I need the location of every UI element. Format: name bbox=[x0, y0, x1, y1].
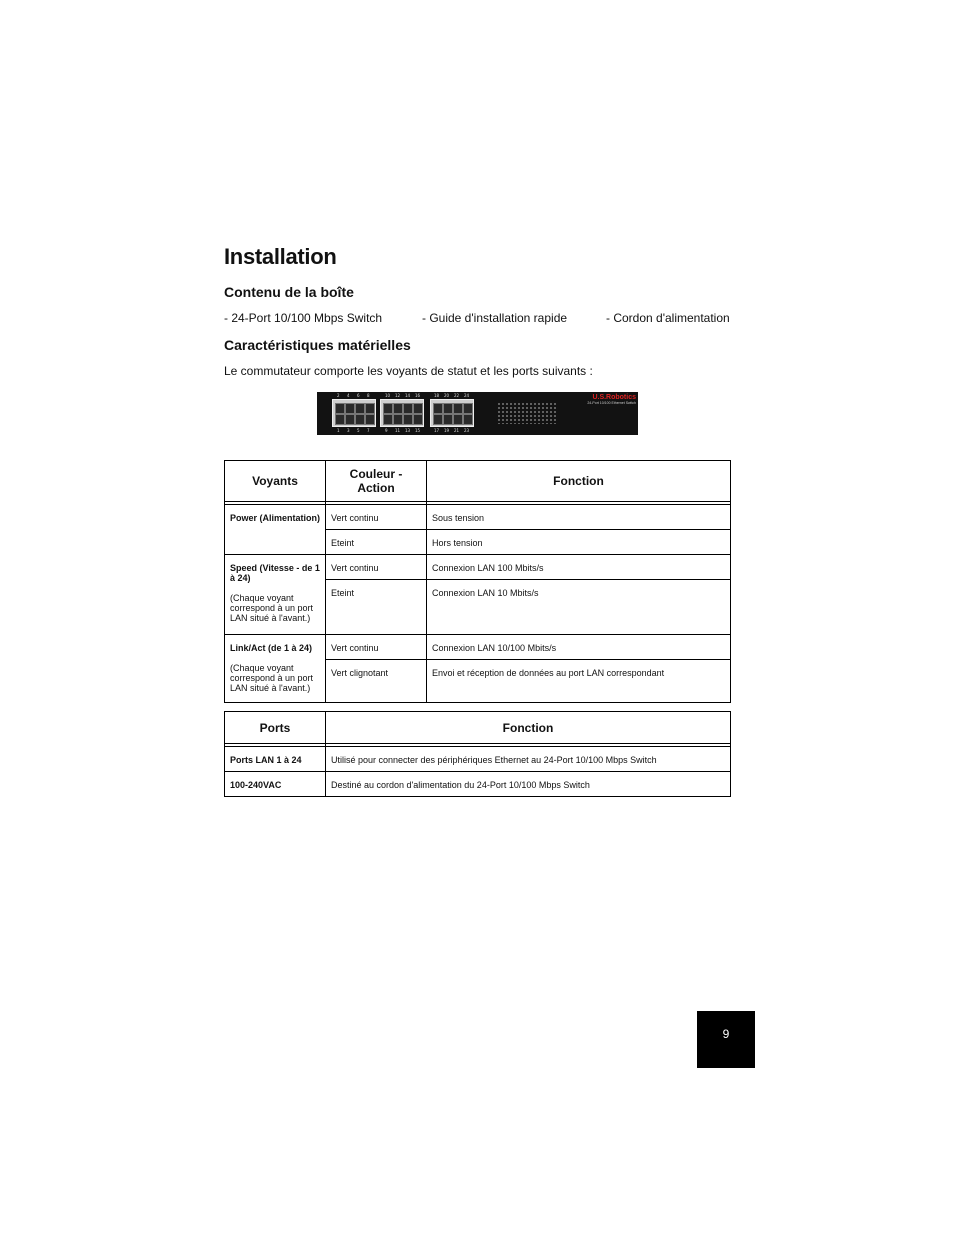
port-number: 2 bbox=[337, 393, 340, 398]
port-number: 11 bbox=[395, 428, 401, 433]
led-note: (Chaque voyant correspond à un port LAN situé à l'avant.) bbox=[230, 663, 314, 693]
column-header: Voyants bbox=[225, 461, 326, 502]
led-function: Envoi et réception de données au port LAN correspondant bbox=[427, 660, 731, 703]
led-function: Hors tension bbox=[427, 530, 731, 555]
port-number: 1 bbox=[337, 428, 340, 433]
port-number: 7 bbox=[367, 428, 370, 433]
led-color-action: Vert clignotant bbox=[326, 660, 427, 703]
port-group-1 bbox=[332, 399, 376, 427]
table-header-row bbox=[225, 461, 731, 502]
ports-table bbox=[224, 711, 731, 797]
led-name: Speed (Vitesse - de 1 à 24) (Chaque voyant correspond à un port LAN situé à l'avant.) bbox=[225, 555, 326, 635]
column-header: Fonction bbox=[326, 712, 731, 744]
port-group-3 bbox=[430, 399, 474, 427]
led-color-action: Eteint bbox=[326, 530, 427, 555]
box-item-power-cord: - Cordon d'alimentation bbox=[606, 311, 730, 325]
port-number: 3 bbox=[347, 428, 350, 433]
brand-logo: U.S.Robotics bbox=[592, 394, 636, 401]
box-item-switch: - 24-Port 10/100 Mbps Switch bbox=[224, 311, 383, 325]
led-color-action: Vert continu bbox=[326, 505, 427, 530]
port-number: 20 bbox=[444, 393, 450, 398]
port-number: 8 bbox=[367, 393, 370, 398]
port-function: Utilisé pour connecter des périphériques Ethernet au 24-Port 10/100 Mbps Switch bbox=[326, 747, 731, 772]
led-function: Sous tension bbox=[427, 505, 731, 530]
device-model-label: 24-Port 10/100 Ethernet Switch bbox=[587, 401, 636, 405]
features-heading: Caractéristiques matérielles bbox=[224, 337, 411, 353]
port-number: 19 bbox=[444, 428, 450, 433]
port-number: 9 bbox=[385, 428, 388, 433]
column-header: Ports bbox=[225, 712, 326, 744]
column-header: Fonction bbox=[427, 461, 731, 502]
switch-front-panel-image bbox=[317, 392, 638, 435]
port-number: 5 bbox=[357, 428, 360, 433]
led-function: Connexion LAN 100 Mbits/s bbox=[427, 555, 731, 580]
port-number: 22 bbox=[454, 393, 460, 398]
port-number: 13 bbox=[405, 428, 411, 433]
port-number: 18 bbox=[434, 393, 440, 398]
box-item-guide: - Guide d'installation rapide bbox=[422, 311, 568, 325]
table-header-row bbox=[225, 712, 731, 744]
table-row bbox=[225, 555, 731, 580]
table-row bbox=[225, 635, 731, 660]
port-number: 21 bbox=[454, 428, 460, 433]
port-group-2 bbox=[380, 399, 424, 427]
box-contents-list bbox=[224, 311, 730, 329]
features-intro: Le commutateur comporte les voyants de statut et les ports suivants : bbox=[224, 364, 593, 378]
port-number: 17 bbox=[434, 428, 440, 433]
port-name: Ports LAN 1 à 24 bbox=[225, 747, 326, 772]
port-number: 23 bbox=[464, 428, 470, 433]
page-title: Installation bbox=[224, 244, 337, 269]
table-row bbox=[225, 772, 731, 797]
page-number: 9 bbox=[697, 1011, 755, 1068]
led-color-action: Vert continu bbox=[326, 635, 427, 660]
port-number: 4 bbox=[347, 393, 350, 398]
table-row bbox=[225, 747, 731, 772]
led-color-action: Eteint bbox=[326, 580, 427, 635]
led-function: Connexion LAN 10 Mbits/s bbox=[427, 580, 731, 635]
led-name: Link/Act (de 1 à 24) (Chaque voyant correspond à un port LAN situé à l'avant.) bbox=[225, 635, 326, 703]
led-name: Power (Alimentation) bbox=[225, 505, 326, 555]
led-note: (Chaque voyant correspond à un port LAN situé à l'avant.) bbox=[230, 593, 314, 623]
led-color-action: Vert continu bbox=[326, 555, 427, 580]
port-number: 6 bbox=[357, 393, 360, 398]
port-name: 100-240VAC bbox=[225, 772, 326, 797]
port-number: 14 bbox=[405, 393, 411, 398]
box-contents-heading: Contenu de la boîte bbox=[224, 284, 354, 300]
port-number: 24 bbox=[464, 393, 470, 398]
port-number: 16 bbox=[415, 393, 421, 398]
column-header: Couleur - Action bbox=[326, 461, 427, 502]
port-number: 15 bbox=[415, 428, 421, 433]
table-row bbox=[225, 505, 731, 530]
port-function: Destiné au cordon d'alimentation du 24-Port 10/100 Mbps Switch bbox=[326, 772, 731, 797]
led-function: Connexion LAN 10/100 Mbits/s bbox=[427, 635, 731, 660]
status-led-array bbox=[497, 402, 557, 424]
port-number: 10 bbox=[385, 393, 391, 398]
port-number: 12 bbox=[395, 393, 401, 398]
led-table bbox=[224, 460, 731, 703]
